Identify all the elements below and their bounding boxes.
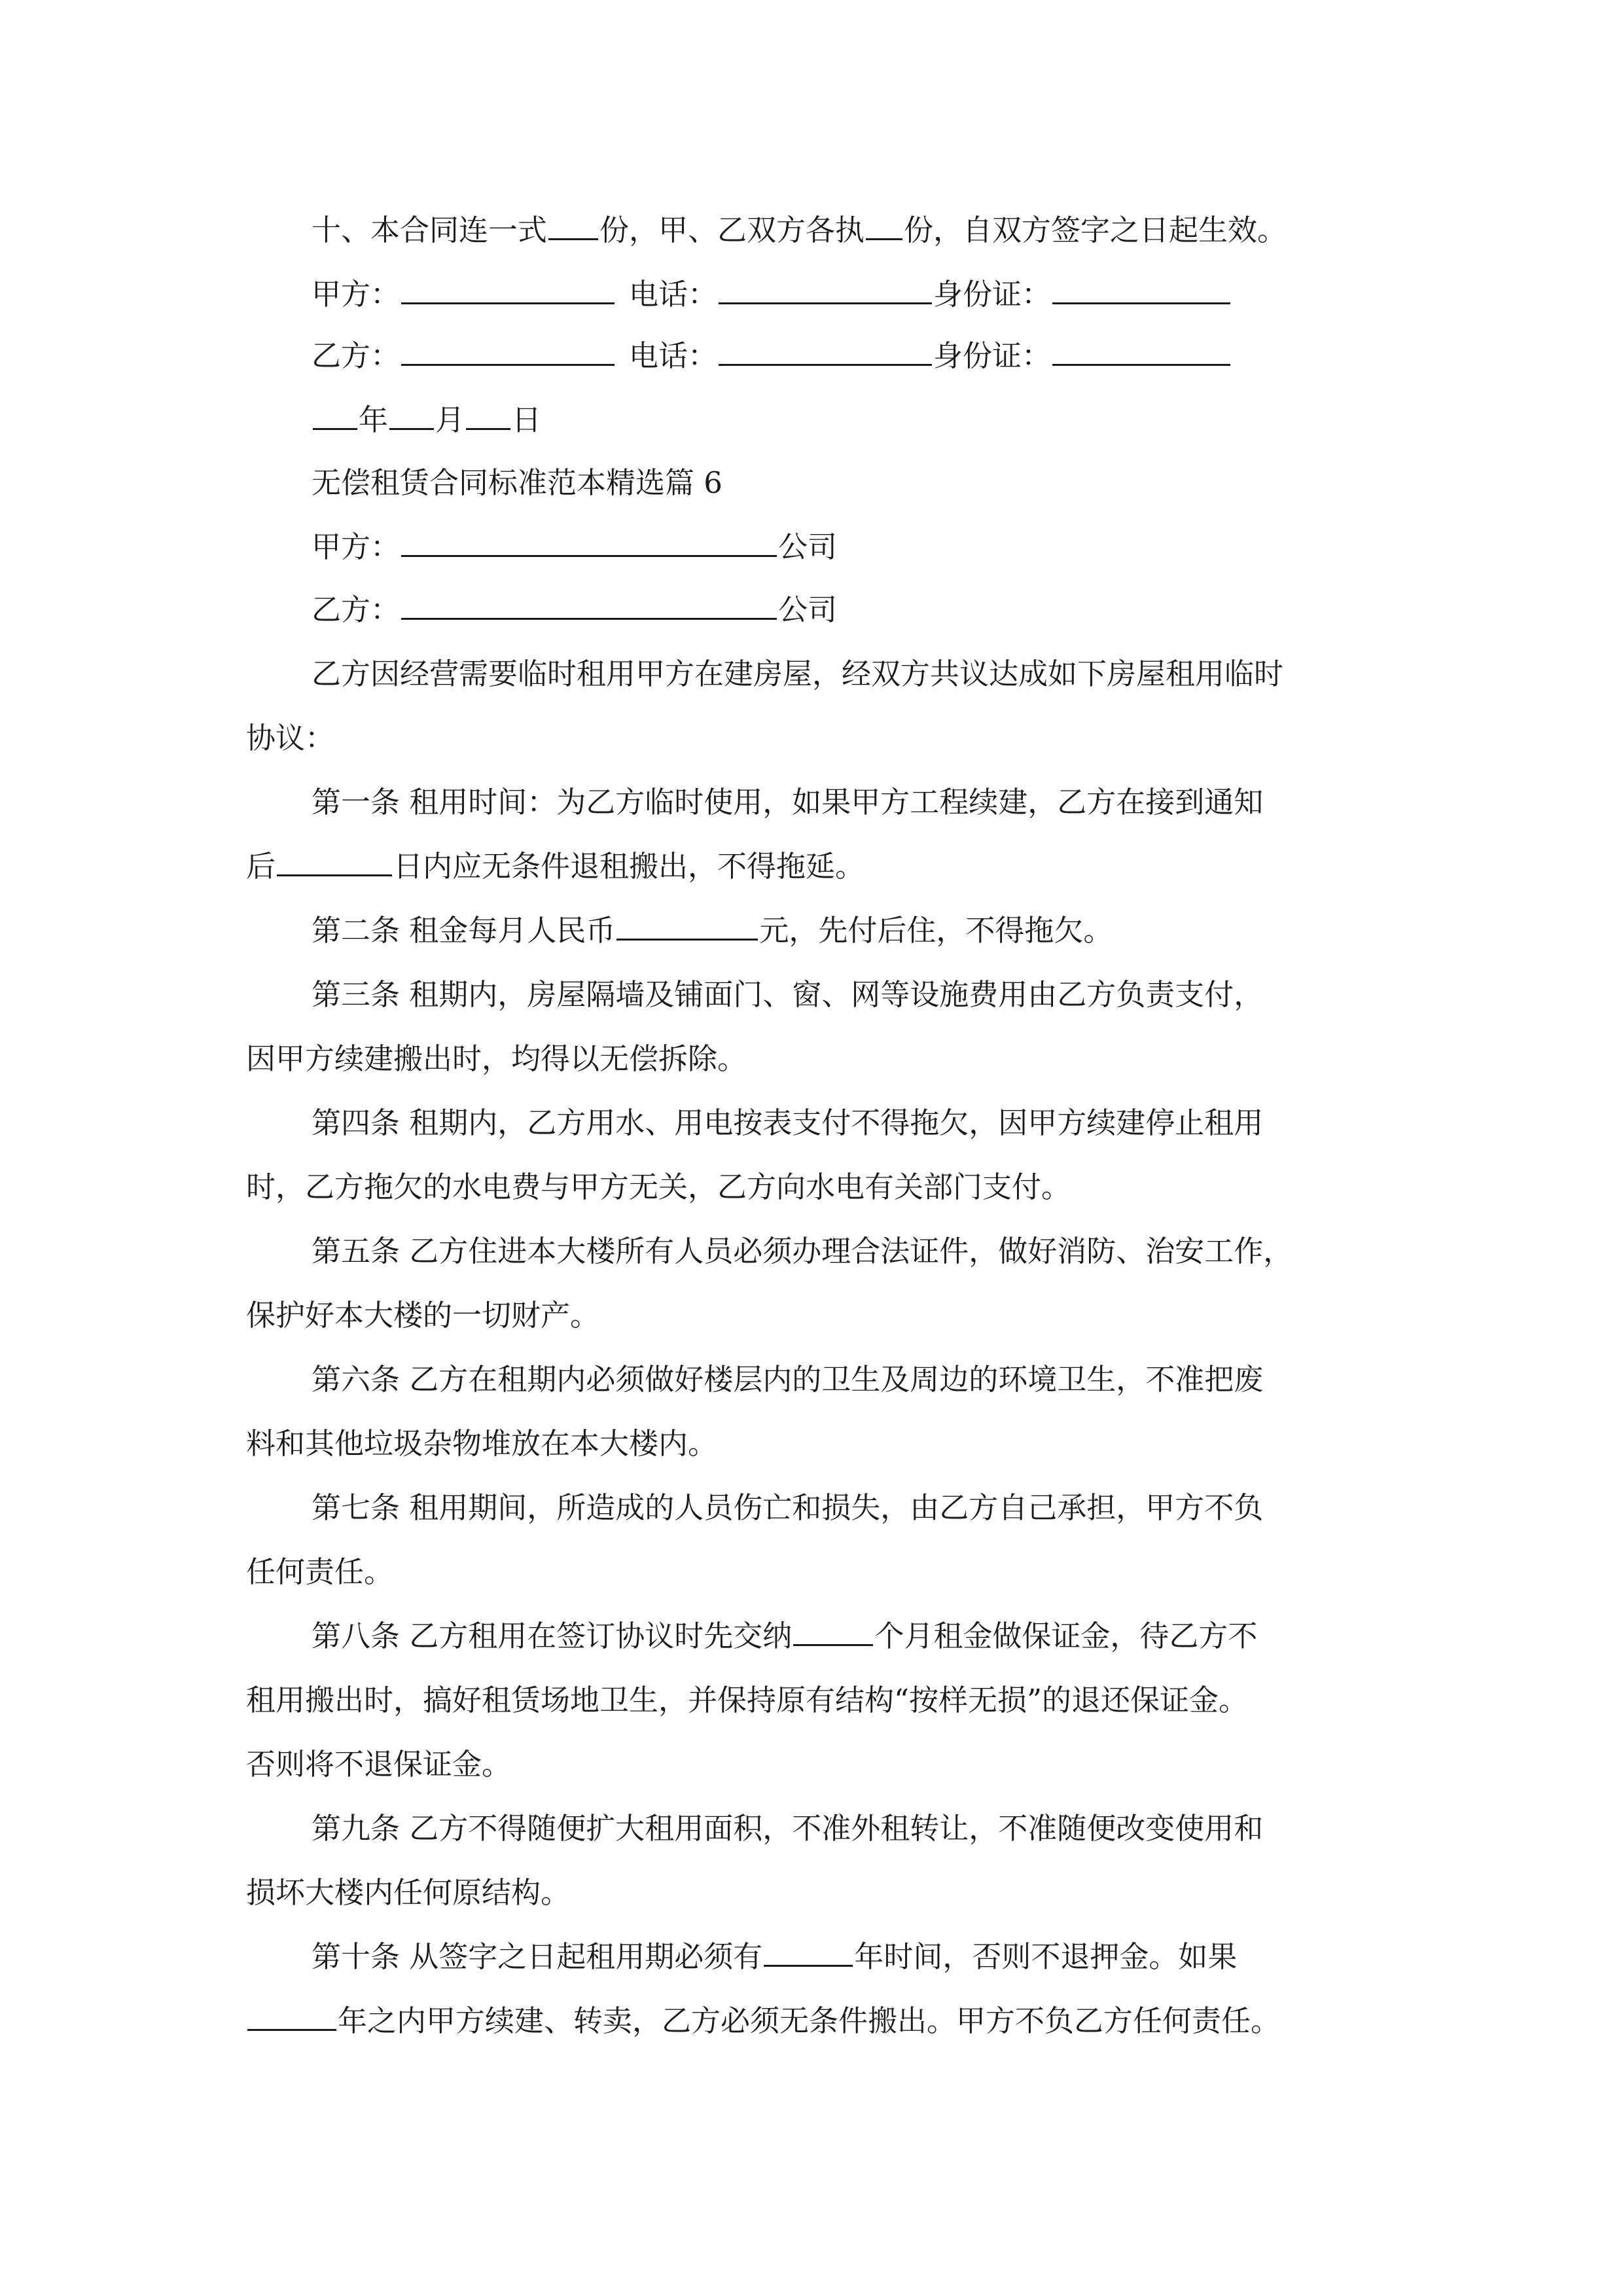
signature-row-party-a xyxy=(312,275,1411,314)
party-b-company-suffix: 公司 xyxy=(778,592,838,627)
article-1-line-1: 第一条 租用时间：为乙方临时使用，如果甲方工程续建，乙方在接到通知 xyxy=(312,785,1264,819)
day-blank xyxy=(466,401,510,430)
party-b-id-label: 身份证： xyxy=(933,338,1052,373)
article-5-line-1: 第五条 乙方住进本大楼所有人员必须办理合法证件，做好消防、治安工作， xyxy=(312,1234,1293,1268)
party-a-label: 甲方： xyxy=(312,277,401,312)
clause-10-part3: 份，自双方签字之日起生效。 xyxy=(904,213,1287,247)
article-10-suffix: 年时间，否则不退押金。如果 xyxy=(854,1939,1238,1974)
party-b-phone-label: 电话： xyxy=(629,338,718,373)
day-label: 日 xyxy=(512,403,542,437)
party-a-company-suffix: 公司 xyxy=(778,529,838,564)
month-label: 月 xyxy=(435,403,465,437)
article-3-line-1: 第三条 租期内，房屋隔墙及铺面门、窗、网等设施费用由乙方负责支付， xyxy=(312,977,1264,1012)
intro-line-1: 乙方因经营需要临时租用甲方在建房屋，经双方共议达成如下房屋租用临时 xyxy=(312,656,1284,691)
article-8-line-1 xyxy=(312,1617,1411,1656)
party-a-id-label: 身份证： xyxy=(933,277,1052,312)
signature-row-party-b xyxy=(312,336,1411,376)
article-8-line-2: 租用搬出时，搞好租赁场地卫生，并保持原有结构“按样无损”的退还保证金。 xyxy=(246,1683,1249,1717)
party-b-label: 乙方： xyxy=(312,338,401,373)
year-label: 年 xyxy=(359,403,389,437)
party-b-company-blank xyxy=(401,590,777,620)
party-b-company-line xyxy=(312,590,1411,630)
party-a-phone-blank xyxy=(719,275,932,304)
party-a-company-blank xyxy=(401,528,777,557)
article-7-line-1: 第七条 租用期间，所造成的人员伤亡和损失，由乙方自己承担，甲方不负 xyxy=(312,1490,1264,1525)
party-a-company-label: 甲方： xyxy=(312,529,401,564)
article-10-line-1 xyxy=(312,1937,1411,1977)
article-3-line-2: 因甲方续建搬出时，均得以无偿拆除。 xyxy=(246,1041,747,1076)
clause-10-part1: 十、本合同连一式 xyxy=(312,213,548,247)
article-10-years-blank xyxy=(764,1937,853,1967)
month-blank xyxy=(389,401,434,430)
article-9-line-1: 第九条 乙方不得随便扩大租用面积，不准外租转让，不准随便改变使用和 xyxy=(312,1811,1264,1846)
article-4-line-2: 时，乙方拖欠的水电费与甲方无关，乙方向水电有关部门支付。 xyxy=(246,1170,1071,1204)
article-7-line-2: 任何责任。 xyxy=(246,1554,394,1589)
article-8-months-blank xyxy=(793,1617,873,1646)
clause-10-part2: 份，甲、乙双方各执 xyxy=(599,213,865,247)
party-b-id-blank xyxy=(1052,336,1230,366)
article-10-line-2 xyxy=(246,2001,1398,2041)
party-a-phone-label: 电话： xyxy=(629,277,718,312)
article-10-line-2-text: 年之内甲方续建、转卖，乙方必须无条件搬出。甲方不负乙方任何责任。 xyxy=(338,2003,1281,2038)
party-b-name-blank xyxy=(401,336,615,366)
article-1-line-2 xyxy=(246,847,1398,886)
article-8-suffix: 个月租金做保证金，待乙方不 xyxy=(874,1619,1258,1653)
article-1-prefix: 后 xyxy=(246,849,276,884)
date-line xyxy=(312,401,1411,440)
party-a-company-line xyxy=(312,528,1411,567)
article-8-prefix: 第八条 乙方租用在签订协议时先交纳 xyxy=(312,1619,793,1653)
copies-blank xyxy=(548,211,598,240)
article-6-line-2: 料和其他垃圾杂物堆放在本大楼内。 xyxy=(246,1426,718,1461)
article-10-prefix: 第十条 从签字之日起租用期必须有 xyxy=(312,1939,763,1974)
article-2-rent-blank xyxy=(616,911,758,941)
year-blank xyxy=(313,401,357,430)
article-10-years-blank-2 xyxy=(247,2001,336,2031)
section-title: 无偿租赁合同标准范本精选篇 6 xyxy=(312,465,722,500)
article-2-line xyxy=(312,911,1411,950)
article-1-suffix: 日内应无条件退租搬出，不得拖延。 xyxy=(393,849,865,884)
intro-line-2: 协议： xyxy=(246,721,335,755)
article-6-line-1: 第六条 乙方在租期内必须做好楼层内的卫生及周边的环境卫生，不准把废 xyxy=(312,1362,1264,1397)
article-9-line-2: 损坏大楼内任何原结构。 xyxy=(246,1875,571,1910)
article-2-suffix: 元，先付后住，不得拖欠。 xyxy=(759,913,1113,948)
clause-10-line xyxy=(312,211,1411,250)
party-a-name-blank xyxy=(401,275,615,304)
article-2-prefix: 第二条 租金每月人民币 xyxy=(312,913,616,948)
copies-each-blank xyxy=(866,211,902,240)
article-1-days-blank xyxy=(277,847,392,876)
party-b-company-label: 乙方： xyxy=(312,592,401,627)
party-b-phone-blank xyxy=(719,336,932,366)
article-8-line-3: 否则将不退保证金。 xyxy=(246,1747,512,1782)
article-4-line-1: 第四条 租期内，乙方用水、用电按表支付不得拖欠，因甲方续建停止租用 xyxy=(312,1105,1264,1140)
article-5-line-2: 保护好本大楼的一切财产。 xyxy=(246,1298,600,1333)
party-a-id-blank xyxy=(1052,275,1230,304)
